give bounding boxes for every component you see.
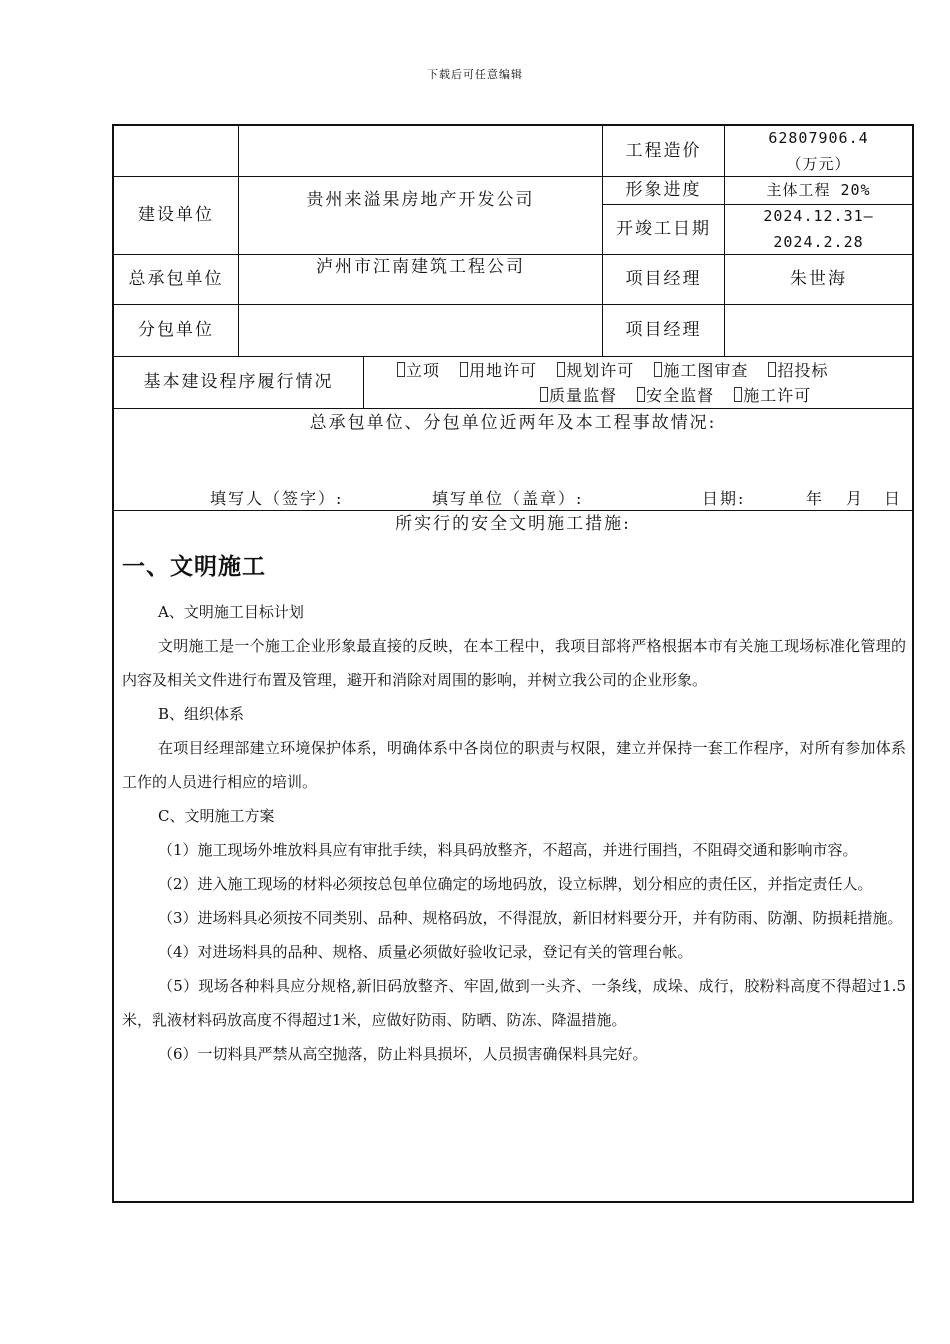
check-bidding[interactable]: 招投标 (768, 361, 828, 380)
filler-signature-label: 填写人（签字）: (210, 489, 344, 508)
measures-title: 所实行的安全文明施工措施: (395, 514, 631, 534)
filler-unit-label: 填写单位（盖章）: (432, 489, 584, 508)
procedure-checklist (364, 358, 914, 408)
checkbox-icon[interactable] (768, 362, 776, 377)
checkbox-icon[interactable] (460, 362, 468, 377)
sub-pm-value (725, 304, 912, 356)
header-note: 下载后可任意编辑 (427, 68, 523, 81)
progress-value: 主体工程 20% (766, 181, 871, 199)
progress-label: 形象进度 (625, 180, 702, 200)
row-divider (114, 408, 912, 409)
check-quality-supervision[interactable]: 质量监督 (540, 386, 617, 405)
cost-value-amount: 62807906.4 (768, 129, 869, 147)
checkbox-icon[interactable] (734, 387, 742, 402)
end-date: 2024.2.28 (773, 233, 864, 251)
gc-label: 总承包单位 (128, 269, 224, 289)
checklist-row-2 (364, 383, 914, 408)
paragraph: 文明施工是一个施工企业形象最直接的反映，在本工程中，我项目部将严格根据本市有关施工现场标准化管理的内容及相关文件进行布置及管理，避开和消除对周围的影响，并树立我公司的企业形象。 (122, 637, 906, 689)
date-label: 日期: (702, 489, 746, 508)
date-year: 年 (806, 489, 825, 508)
check-construction-permit[interactable]: 施工许可 (734, 386, 811, 405)
pm-label: 项目经理 (625, 269, 702, 289)
subheading-c: C、文明施工方案 (158, 807, 275, 825)
date-day: 日 (884, 489, 903, 508)
project-form (112, 124, 914, 1203)
cost-label: 工程造价 (625, 141, 702, 161)
check-safety-supervision[interactable]: 安全监督 (637, 386, 714, 405)
dates-label: 开竣工日期 (616, 219, 711, 239)
cost-value (725, 126, 912, 176)
cost-value-unit: （万元） (786, 155, 851, 173)
owner-label: 建设单位 (138, 205, 214, 225)
section-heading: 一、文明施工 (122, 554, 266, 580)
sub-label: 分包单位 (138, 320, 214, 340)
check-planning-permit[interactable]: 规划许可 (557, 361, 634, 380)
dates-value (725, 204, 912, 254)
procedure-label: 基本建设程序履行情况 (143, 372, 334, 392)
check-approval[interactable]: 立项 (397, 361, 440, 380)
list-item: （4）对进场料具的品种、规格、质量必须做好验收记录，登记有关的管理台帐。 (158, 943, 693, 961)
start-date: 2024.12.31— (763, 207, 874, 225)
sub-pm-label: 项目经理 (625, 320, 702, 340)
sub-value (239, 304, 602, 356)
subheading-a: A、文明施工目标计划 (158, 603, 304, 621)
list-item: （1）施工现场外堆放料具应有审批手续，料具码放整齐，不超高，并进行围挡，不阻碍交通和影响市容。 (158, 841, 858, 859)
list-item: （6）一切料具严禁从高空抛落，防止料具损坏，人员损害确保料具完好。 (158, 1045, 648, 1063)
checkbox-icon[interactable] (637, 387, 645, 402)
check-drawing-review[interactable]: 施工图审查 (654, 361, 748, 380)
list-item: （3）进场料具必须按不同类别、品种、规格码放，不得混放，新旧材料要分开，并有防雨、防潮、防损耗措施。 (158, 909, 903, 927)
checklist-row-1 (364, 358, 914, 383)
pm-value: 朱世海 (790, 269, 847, 289)
date-month: 月 (846, 489, 865, 508)
checkbox-icon[interactable] (654, 362, 662, 377)
subheading-b: B、组织体系 (158, 705, 245, 723)
check-land-permit[interactable]: 用地许可 (460, 361, 537, 380)
checkbox-icon[interactable] (540, 387, 548, 402)
owner-value: 贵州来溢果房地产开发公司 (306, 190, 535, 210)
checkbox-icon[interactable] (557, 362, 565, 377)
measures-content (122, 548, 906, 1071)
list-item: （2）进入施工现场的材料必须按总包单位确定的场地码放，设立标牌，划分相应的责任区，并指定责任人。 (158, 875, 873, 893)
list-item: （5）现场各种料具应分规格,新旧码放整齐、牢固,做到一头齐、一条线，成垛、成行，胶粉料高度不得超过1.5米，乳液材料码放高度不得超过1米，应做好防雨、防晒、防冻、降温措施。 (122, 977, 906, 1029)
accident-title: 总承包单位、分包单位近两年及本工程事故情况: (309, 413, 717, 433)
paragraph: 在项目经理部建立环境保护体系，明确体系中各岗位的职责与权限，建立并保持一套工作程序，对所有参加体系工作的人员进行相应的培训。 (122, 739, 906, 791)
gc-value: 泸州市江南建筑工程公司 (316, 257, 525, 277)
checkbox-icon[interactable] (397, 362, 405, 377)
